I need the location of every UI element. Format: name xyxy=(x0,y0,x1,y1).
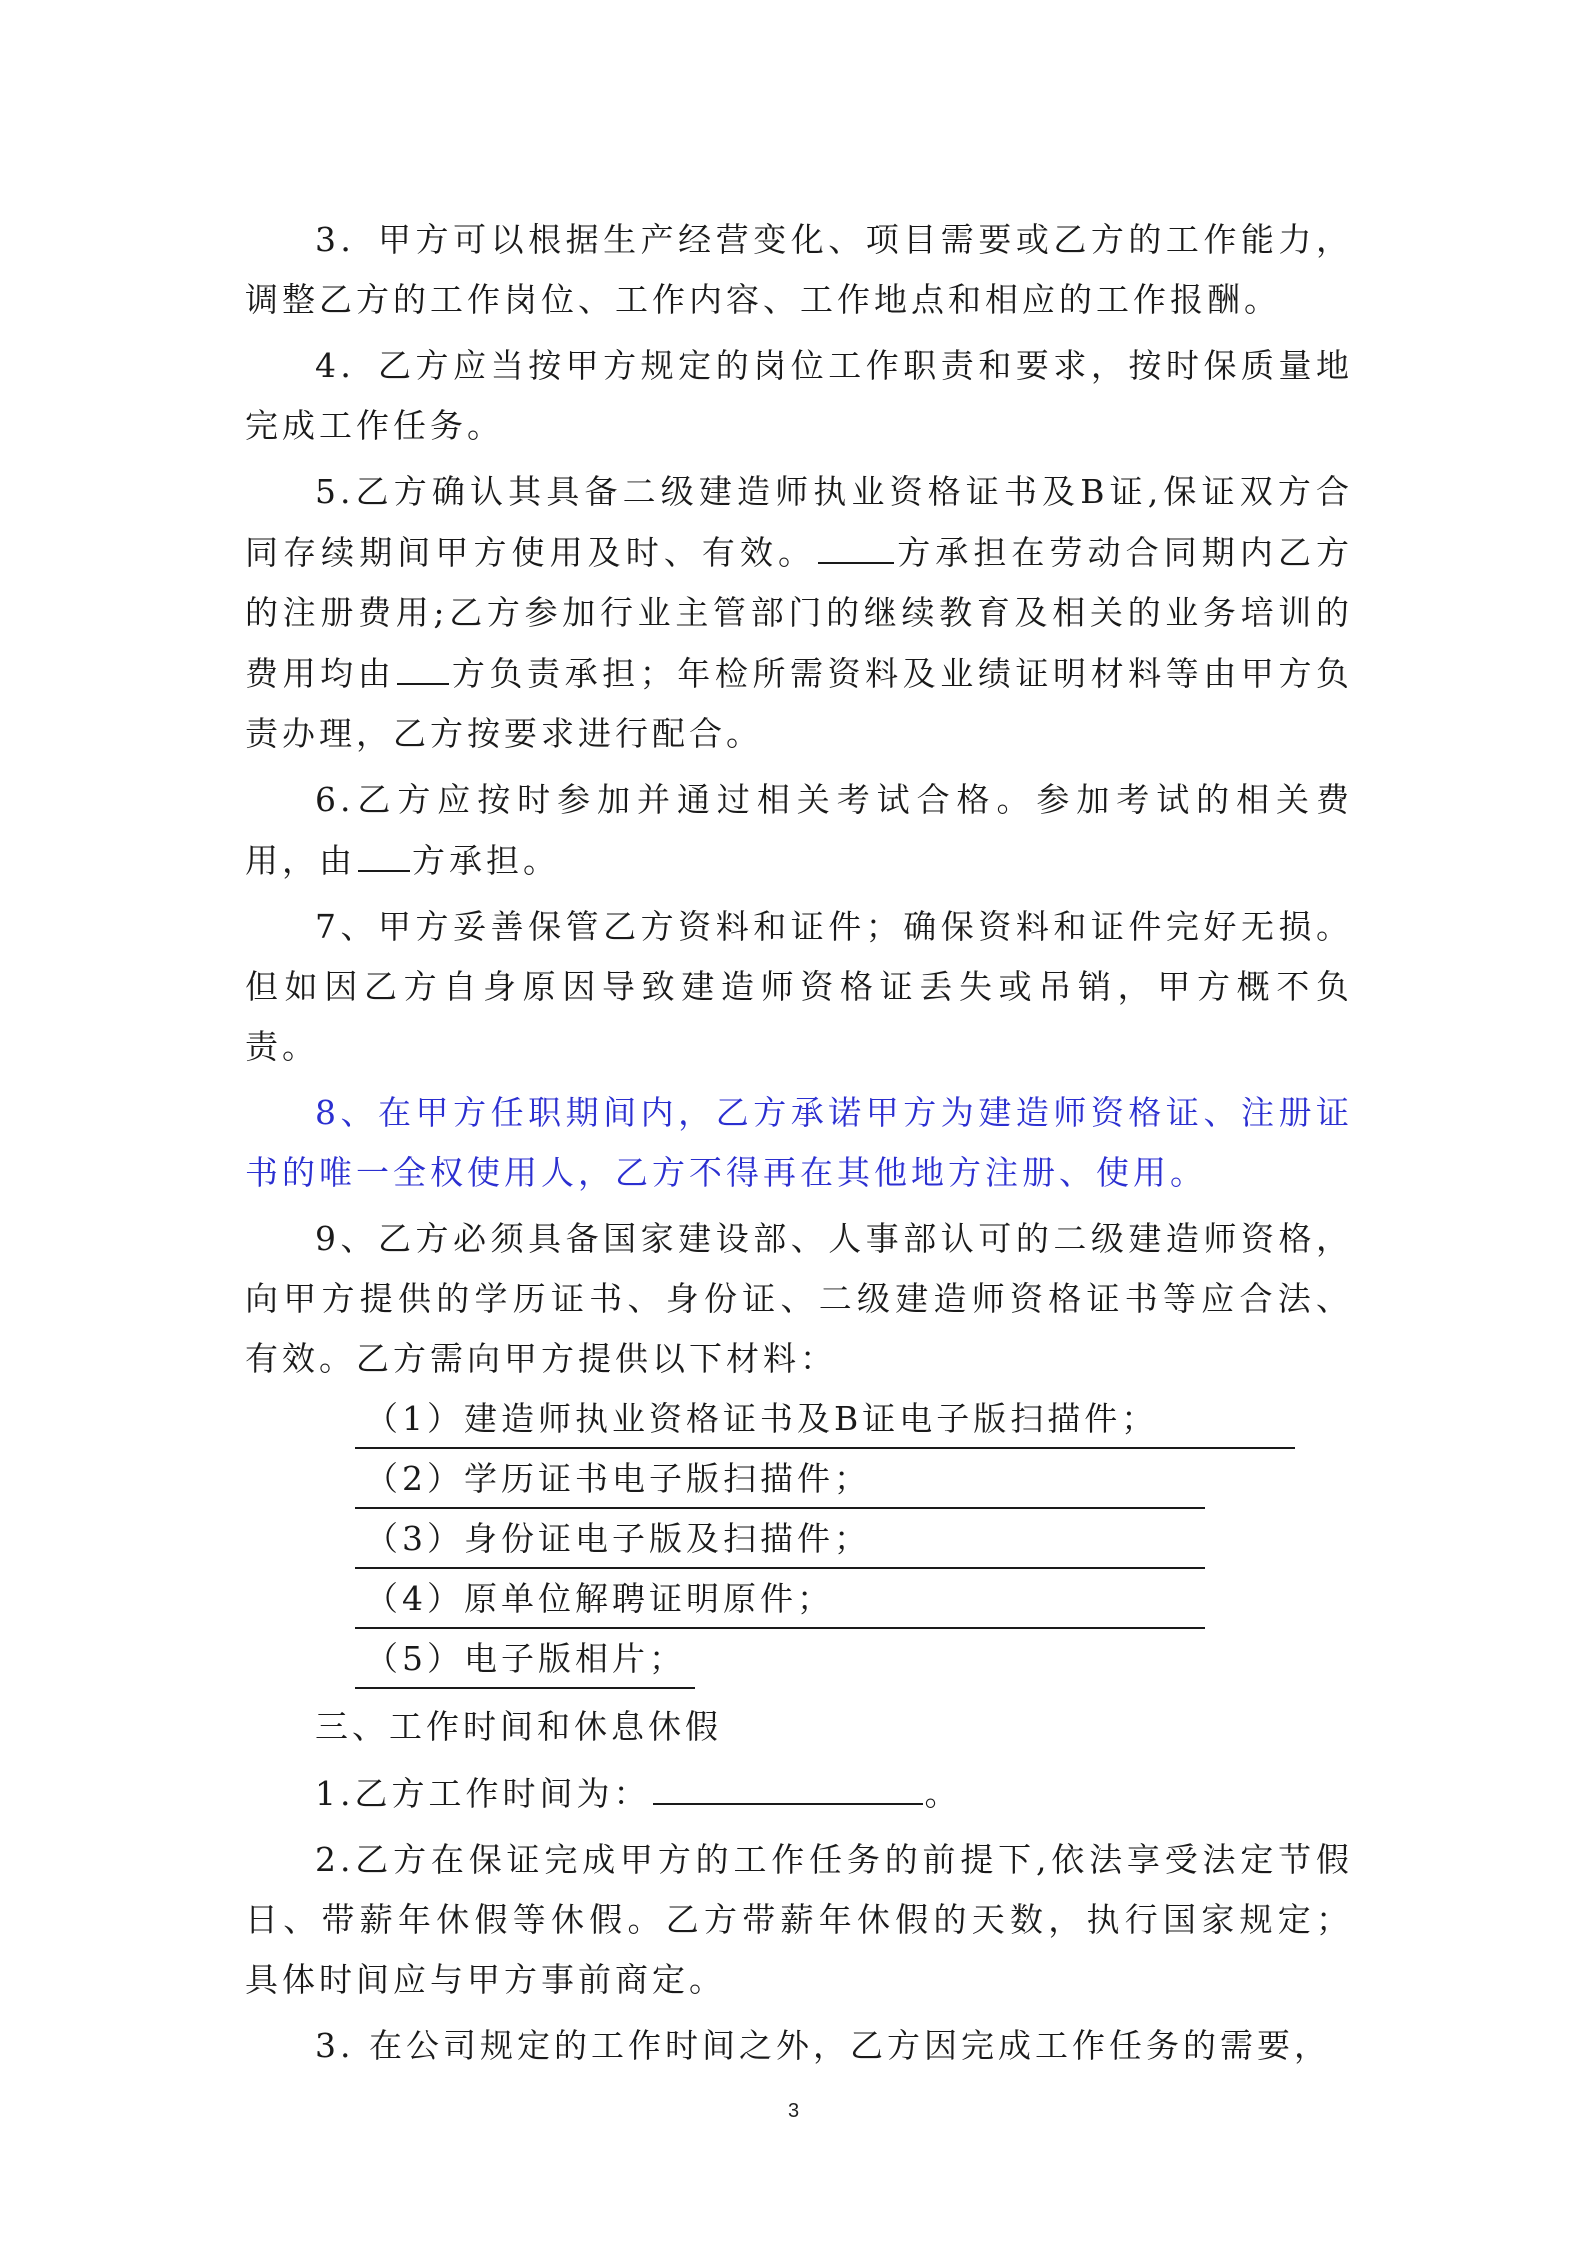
clause-5-part-c: 方负责承担；年检所需资料及业绩证明材料等由甲方负责办理，乙方按要求进行配合。 xyxy=(245,654,1354,753)
section3-item-3: 3. 在公司规定的工作时间之外，乙方因完成工作任务的需要， xyxy=(315,2026,1331,2065)
section3-item-2: 2.乙方在保证完成甲方的工作任务的前提下,依法享受法定节假日、带薪年休假等休假。乙方带薪年休假的天数，执行国家规定；具体时间应与甲方事前商定。 xyxy=(245,1840,1353,1999)
fill-blank xyxy=(818,522,894,564)
clause-6-part-a: 6.乙方应按时参加并通过相关考试合格。参加考试的相关费用，由 xyxy=(245,780,1353,880)
list-item: （2）学历证书电子版扫描件； xyxy=(355,1449,1205,1509)
clause-5-part-a: 5.乙方确认其具备二级建造师执业资格证书及B证,保证双方合同存续期间甲方使用及时、有效。 xyxy=(245,472,1353,572)
clause-9: 9、乙方必须具备国家建设部、人事部认可的二级建造师资格，向甲方提供的学历证书、身份证、二级建造师资格证书等应合法、有效。乙方需向甲方提供以下材料： xyxy=(245,1219,1353,1378)
section3-item-1 xyxy=(245,1763,1353,1824)
fill-blank xyxy=(653,1763,923,1805)
list-item: （3）身份证电子版及扫描件； xyxy=(355,1509,1205,1569)
clause-4: 4．乙方应当按甲方规定的岗位工作职责和要求，按时保质量地完成工作任务。 xyxy=(245,346,1353,445)
page-number: 3 xyxy=(787,2100,800,2122)
fill-blank xyxy=(358,830,410,872)
item-1-part-b: 。 xyxy=(924,1774,962,1813)
clause-3: 3．甲方可以根据生产经营变化、项目需要或乙方的工作能力，调整乙方的工作岗位、工作内容、工作地点和相应的工作报酬。 xyxy=(245,220,1353,319)
document-body xyxy=(245,210,1353,2076)
list-item: （5）电子版相片； xyxy=(355,1629,695,1689)
fill-blank xyxy=(397,643,449,685)
clause-8: 8、在甲方任职期间内，乙方承诺甲方为建造师资格证、注册证书的唯一全权使用人，乙方不得再在其他地方注册、使用。 xyxy=(245,1093,1353,1192)
list-item: （1）建造师执业资格证书及B证电子版扫描件； xyxy=(355,1389,1295,1449)
materials-list xyxy=(245,1389,1353,1689)
section-title: 三、工作时间和休息休假 xyxy=(315,1707,722,1746)
list-item: （4）原单位解聘证明原件； xyxy=(355,1569,1205,1629)
clause-6 xyxy=(245,770,1353,891)
item-1-part-a: 1.乙方工作时间为： xyxy=(315,1774,651,1813)
clause-6-part-b: 方承担。 xyxy=(412,841,560,880)
clause-5 xyxy=(245,462,1353,764)
clause-7: 7、甲方妥善保管乙方资料和证件；确保资料和证件完好无损。但如因乙方自身原因导致建造师资格证丢失或吊销，甲方概不负责。 xyxy=(245,907,1353,1066)
clause-5-part-b: 方承担在劳动合同期内乙方的注册费用;乙方参加行业主管部门的继续教育及相关的业务培训的费用均由 xyxy=(245,533,1354,693)
